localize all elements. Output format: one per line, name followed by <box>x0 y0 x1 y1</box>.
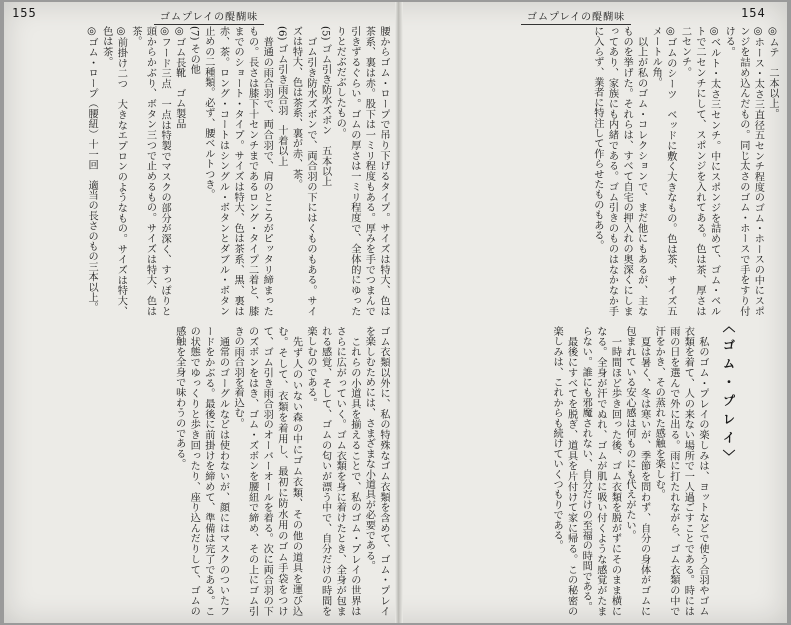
running-head: ゴムプレイの醍醐味 <box>154 8 264 25</box>
left-page <box>4 2 397 623</box>
right-lower-text: 私のゴム・プレイの楽しみは、ヨットなどで使う合羽やゴム衣類を着て、人の来ない場所で一人過ごすことである。時には雨の日を選んで外に出る。雨に打たれながら、ゴム衣類の中で汗をかき、その蒸れた感触を楽しむ。 夏は暑く、冬は寒いが、季節を問わず、自分の身体がゴムに包まれている安心感は何ものにも代えがたい。 一時間ほど歩き回った後、ゴム衣類を脱がずにそのまま横になる。全身が汗でぬれ、ゴムが肌に吸い付くような感覚がたまらない。誰にも邪魔されない、自分だけの至福の時間である。 最後にすべてを脱ぎ、道具を片付けて家に帰る。この秘密の楽しみは、これからも続けていくつもりである。 <box>551 326 708 616</box>
right-page <box>401 2 787 623</box>
left-lower-text: ゴム衣類以外に、私の特殊なゴム衣類を含めて、ゴム・プレイを楽しむためには、さまざまな小道具が必要である。 これらの小道具を揃えることで、私のゴム・プレイの世界はさらに広がっていく。ゴム衣類を身に着けたとき、全身が包まれる感覚、そして、ゴムの匂いが漂う中で、自分だけの時間を楽しむのである。 先ず人のいない森の中にゴム衣類、その他の道具を運び込む。そして、衣類を着用し、最初に防水用のゴム手袋をつけて、ゴム引き雨合羽のオーバーオールを着る。次に両合羽の下のズボンをはき、ゴム・ズボンを腰紐で締め、その上にゴム引きの雨合羽を着込む。 通常のゴーグルなどは使わないが、顔にはマスクのついたフードをかぶる。最後に前掛けを締めて、準備は完了である。この状態でゆっくりと歩き回ったり、座り込んだりして、ゴムの感触を全身で味わうのである。 <box>173 326 389 616</box>
running-head: ゴムプレイの醍醐味 <box>521 8 631 25</box>
right-upper-text: ◎ムテ 二本以上。 ◎ホース・太さ三直径五センチ程度のゴム・ホースの中にスポンジを詰め込んだもの。同じ太さのゴム・ホースで手をすり付ける。 ◎ベルト・太さ三センチ。中にスポンジを詰めて、ゴム・ベルトで二センチにして、スポンジを入れてある。色は茶、厚さは二センチ。 ◎ゴムのシーツ ベッドに敷く大きなもの。色は茶、サイズ五メートル角。 以上が私のゴム・コレクションで、まだ他にもあるが、主なものを挙げた。それらは、すべて自宅の押入れの奥深くにしまってあり、家族にも内緒である。ゴム引きのものはなかなか手に入らず、業者に特注して作らせたものもある。 <box>591 26 778 316</box>
book-spread <box>4 2 787 623</box>
page-number: 154 <box>741 6 766 20</box>
left-upper-text: 腰からゴム・ロープで吊り下げるタイプ。サイズは特大、色は茶系、裏は赤。股下は一ミリ程度もある。厚みを手でつまんで引きずるぐらい。ゴムの厚さは一ミリ程度で、全体的にゆったりとだぶだぶしたもの。 (5) ゴム引き防水ズボン 五本以上 ゴム引き防水ズボンで、両合羽の下にはくものもある。サイズは特大、色は茶系、裏が赤、茶。 (6) ゴム引き雨合羽 十着以上 普通の雨合羽で、両合羽で、肩のところがピッタリ締まったもの。長さは膝下十センチまであるロング・タイプ二着と、膝までのショート・タイプ。サイズは特大、色は茶系、黒、裏は赤、茶。ロング・コートはシングル・ボタンとダブル・ボタン止めの二種類。必ず、腰ベルトつき。 (7) その他 ◎ゴム長靴 ゴム製品 ◎フード三点 一点は特製でマスクの部分が深く、すっぽりと頭からかぶり、ボタン三つで止めるもの。サイズは特大、色は茶。 ◎前掛け二つ 大きなエプロンのようなもの。サイズは特大、色は茶。 ◎ゴム・ロープ（腰紐）十一回 適当の長さのもの三本以上。 <box>86 26 389 316</box>
page-number: 155 <box>12 6 37 20</box>
section-title: 〈ゴム・プレイ〉 <box>721 320 736 468</box>
